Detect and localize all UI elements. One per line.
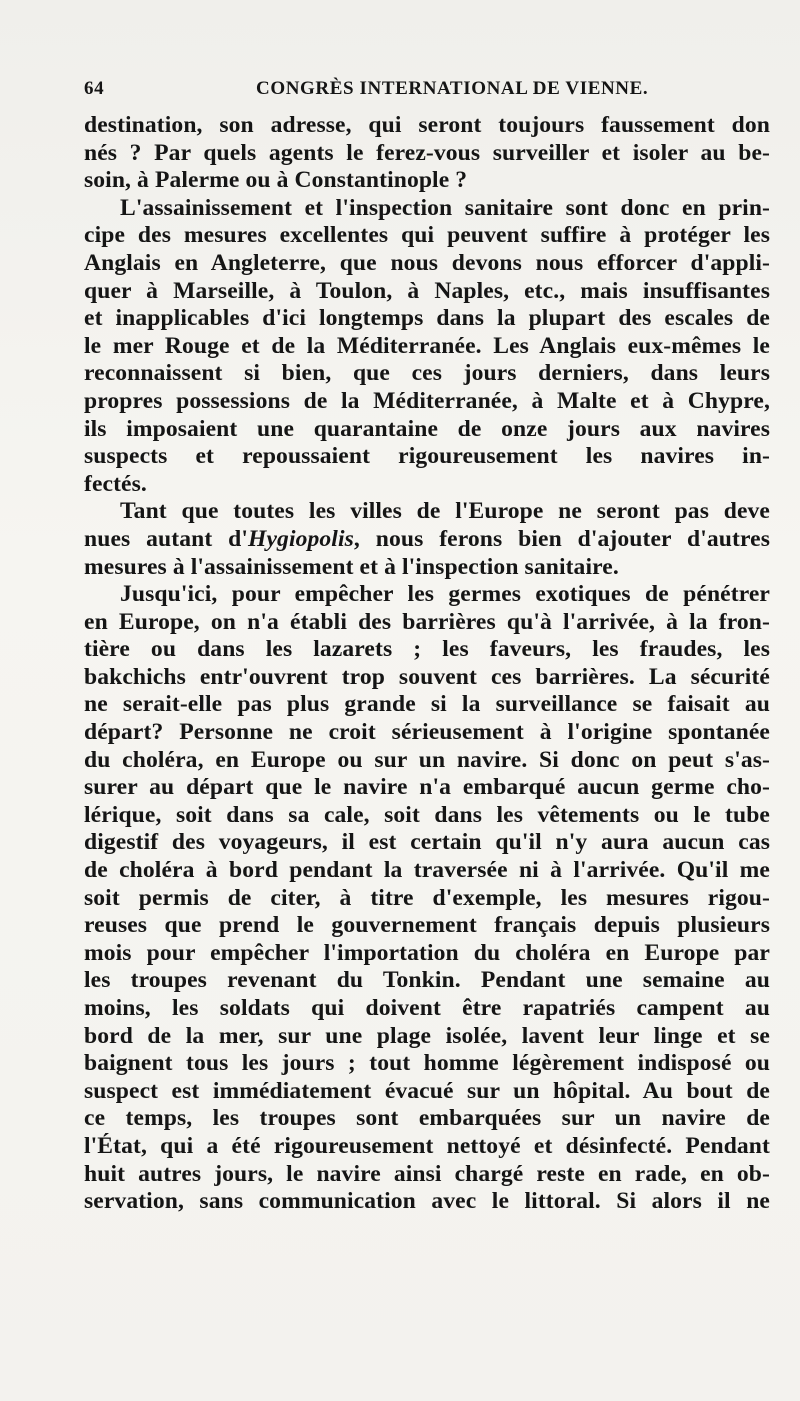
text-line: l'État, qui a été rigoureusement nettoyé et désinfecté. Pendant [84, 1132, 770, 1159]
text-line: nés ? Par quels agents le ferez-vous surveiller et isoler au be- [84, 139, 770, 166]
text-line: servation, sans communication avec le littoral. Si alors il ne [84, 1188, 770, 1215]
text-line: reuses que prend le gouvernement français depuis plusieurs [84, 912, 770, 939]
text-line: Anglais en Angleterre, que nous devons nous efforcer d'appli- [84, 249, 770, 276]
text-line: ils imposaient une quarantaine de onze jours aux navires [84, 415, 770, 442]
text-line [84, 526, 770, 554]
text-line: et inapplicables d'ici longtemps dans la plupart des escales de [84, 305, 770, 332]
text-line: mesures à l'assainissement et à l'inspection sanitaire. [84, 553, 619, 580]
running-head [84, 78, 770, 108]
text-line: cipe des mesures excellentes qui peuvent suffire à protéger les [84, 222, 770, 249]
text-line: mois pour empêcher l'importation du choléra en Europe par [84, 939, 770, 966]
text-line: en Europe, on n'a établi des barrières qu'à l'arrivée, à la fron- [84, 608, 770, 635]
text-line: baignent tous les jours ; tout homme légèrement indisposé ou [84, 1050, 770, 1077]
text-line: ce temps, les troupes sont embarquées sur un navire de [84, 1105, 770, 1132]
text-line: huit autres jours, le navire ainsi chargé reste en rade, en ob- [84, 1160, 770, 1187]
italic-term: Hygiopolis [248, 525, 354, 552]
text-line: soit permis de citer, à titre d'exemple, les mesures rigou- [84, 884, 770, 911]
running-title: CONGRÈS INTERNATIONAL DE VIENNE. [256, 78, 649, 99]
text-segment: nues autant d' [84, 525, 249, 552]
text-line: le mer Rouge et de la Méditerranée. Les Anglais eux-mêmes le [84, 332, 770, 359]
text-line: moins, les soldats qui doivent être rapatriés campent au [84, 995, 770, 1021]
page-number: 64 [84, 78, 105, 99]
text-line: destination, son adresse, qui seront toujours faussement don [84, 112, 770, 138]
text-line: digestif des voyageurs, il est certain qu'il n'y aura aucun cas [84, 829, 770, 856]
text-line: bord de la mer, sur une plage isolée, lavent leur linge et se [84, 1022, 770, 1049]
text-line: du choléra, en Europe ou sur un navire. Si donc on peut s'as- [84, 746, 770, 773]
text-line: de choléra à bord pendant la traversée ni à l'arrivée. Qu'il me [84, 857, 770, 884]
text-line: départ? Personne ne croit sérieusement à l'origine spontanée [84, 719, 770, 746]
text-line: quer à Marseille, à Toulon, à Naples, etc., mais insuffisantes [84, 277, 770, 304]
text-line: reconnaissent si bien, que ces jours derniers, dans leurs [84, 360, 770, 387]
text-line: bakchichs entr'ouvrent trop souvent ces barrières. La sécurité [84, 663, 770, 690]
text-line: suspects et repoussaient rigoureusement les navires in- [84, 443, 770, 470]
body-text [84, 112, 770, 1216]
text-line: les troupes revenant du Tonkin. Pendant une semaine au [84, 967, 770, 994]
text-line: ne serait-elle pas plus grande si la surveillance se faisait au [84, 691, 770, 718]
text-line: L'assainissement et l'inspection sanitaire sont donc en prin- [120, 194, 770, 221]
text-segment: , nous ferons bien d'ajouter d'autres [353, 525, 770, 552]
text-line: suspect est immédiatement évacué sur un hôpital. Au bout de [84, 1077, 770, 1104]
text-line: soin, à Palerme ou à Constantinople ? [84, 167, 468, 194]
text-line: Jusqu'ici, pour empêcher les germes exotiques de pénétrer [120, 581, 770, 608]
text-line: tière ou dans les lazarets ; les faveurs, les fraudes, les [84, 636, 770, 663]
text-line: lérique, soit dans sa cale, soit dans les vêtements ou le tube [84, 801, 770, 828]
book-page [84, 78, 770, 1216]
text-line: surer au départ que le navire n'a embarqué aucun germe cho- [84, 774, 770, 801]
text-line: Tant que toutes les villes de l'Europe ne seront pas deve [120, 498, 770, 525]
text-line: fectés. [84, 470, 147, 497]
text-line: propres possessions de la Méditerranée, à Malte et à Chypre, [84, 387, 770, 414]
